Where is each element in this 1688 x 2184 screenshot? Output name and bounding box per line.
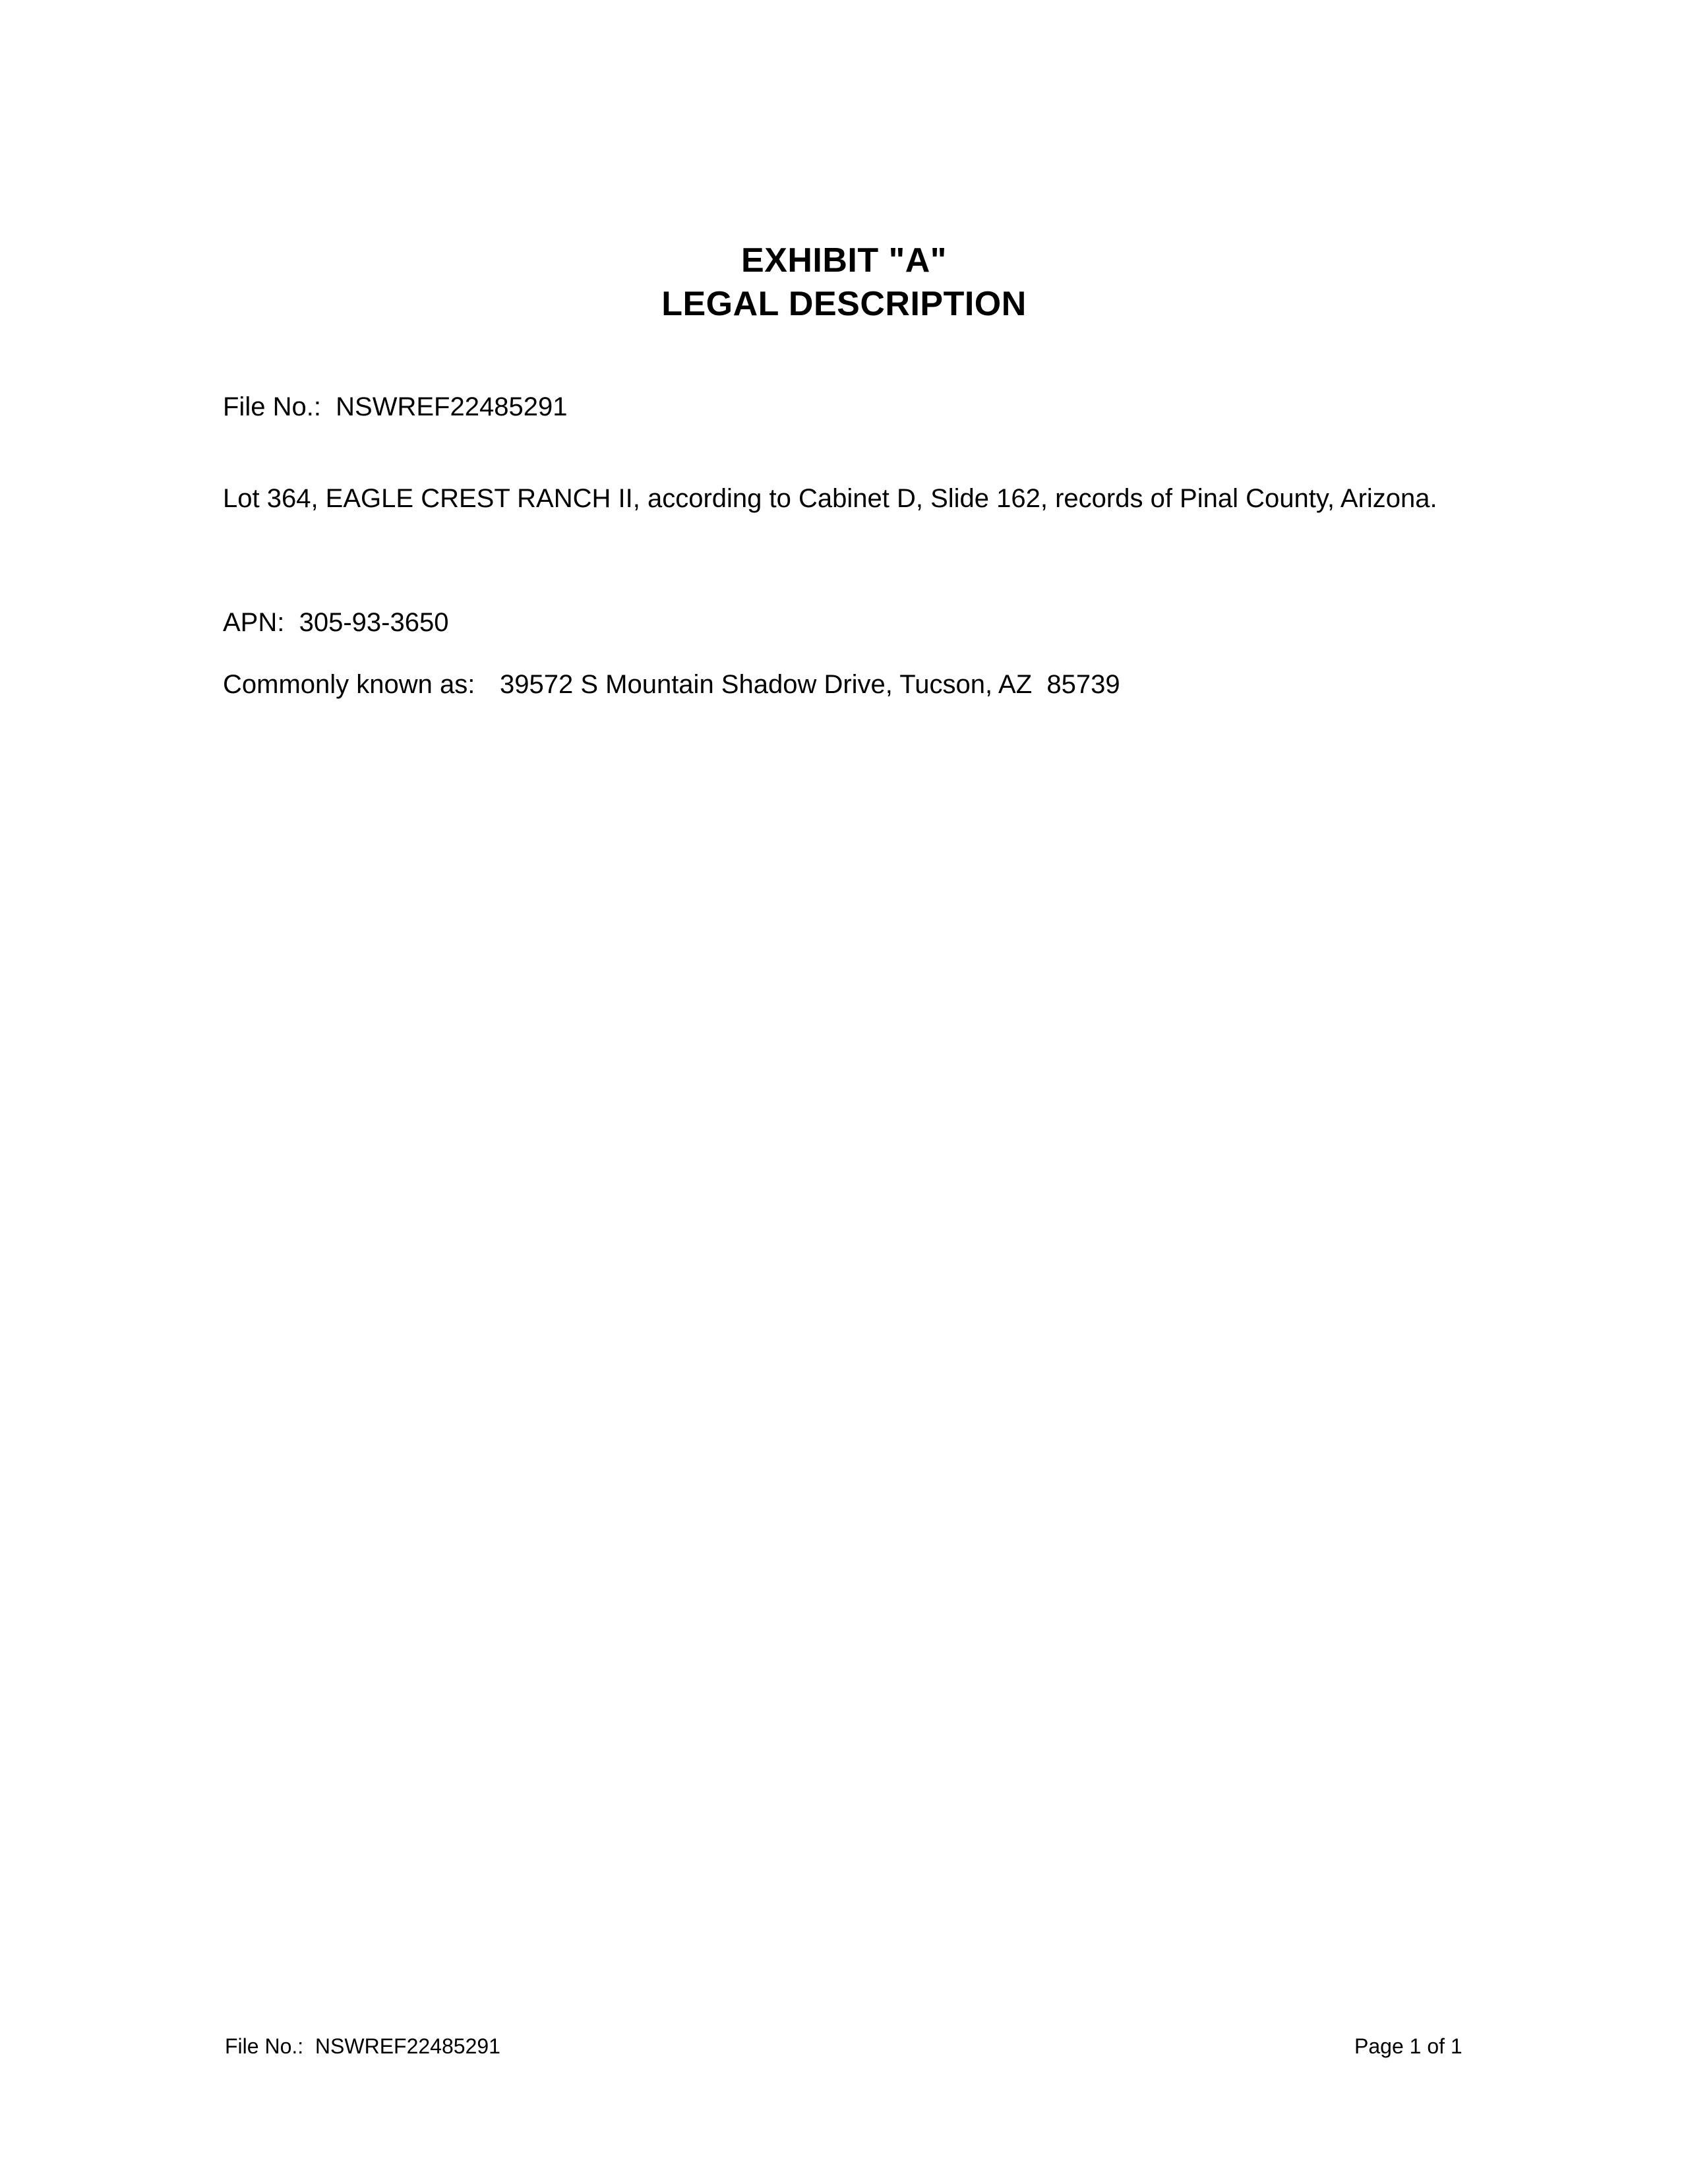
commonly-known-as-label: Commonly known as: (223, 670, 475, 699)
legal-description-text: Lot 364, EAGLE CREST RANCH II, according to Cabinet D, Slide 162, records of Pinal County, Arizona. (223, 484, 1437, 513)
commonly-known-as-line (223, 669, 1120, 700)
file-number-value: NSWREF22485291 (336, 392, 568, 421)
exhibit-title-line: EXHIBIT "A" (741, 241, 947, 280)
footer-file-number (225, 2033, 500, 2059)
footer-file-number-value: NSWREF22485291 (315, 2034, 500, 2058)
legal-description-heading: LEGAL DESCRIPTION (661, 285, 1027, 323)
apn-label: APN: (223, 608, 285, 637)
footer-file-number-label: File No.: (225, 2034, 304, 2058)
apn-line (223, 607, 448, 638)
page-number: Page 1 of 1 (1354, 2034, 1462, 2058)
exhibit-title (0, 239, 1688, 326)
file-number-label: File No.: (223, 392, 321, 421)
apn-value: 305-93-3650 (299, 608, 449, 637)
property-address: 39572 S Mountain Shadow Drive, Tucson, AZ 85739 (500, 670, 1120, 699)
file-number-line (223, 391, 567, 423)
